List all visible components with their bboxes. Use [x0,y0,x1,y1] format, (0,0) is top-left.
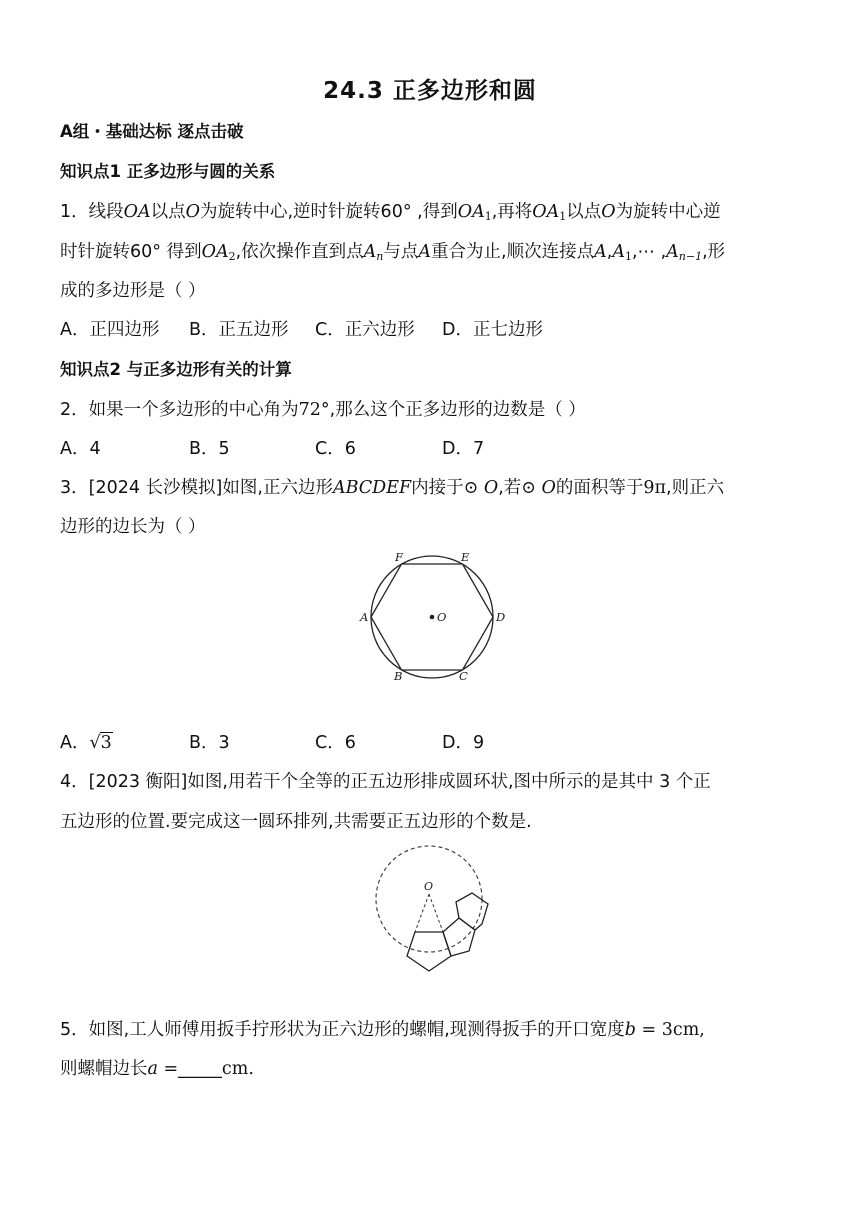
q1-option-d[interactable]: D．正七边形 [442,320,543,340]
q3-option-a[interactable]: A．√3 [60,733,112,753]
knowledge-point-2-heading: 知识点2 与正多边形有关的计算 [60,360,292,379]
q2-option-d[interactable]: D．7 [442,439,485,459]
pentagon-ring-figure [368,838,500,976]
q1-line-2: 时针旋转60° 得到$OA_2$,依次操作直到点$A_n$与点A重合为止,顺次连接点$A,A_1,\cdots$ $,A_{n-1}$,形 [60,242,726,263]
q3-option-d[interactable]: D．9 [442,733,485,753]
answer-blank[interactable]: _____ [178,1059,222,1079]
q1-option-b[interactable]: B．正五边形 [189,320,289,340]
q1-line-3: 成的多边形是（ ） [60,281,206,301]
pentagon-2 [443,918,475,956]
label-f: F [395,550,403,564]
q3-option-b[interactable]: B．3 [189,733,230,753]
label-e: E [461,550,470,564]
q3-line-1: 3．[2024 长沙模拟]如图,正六边形ABCDEF内接于⊙ O,若⊙ O的面积等于9π,则正六 [60,478,725,498]
q1-option-a[interactable]: A．正四边形 [60,320,160,340]
dashed-radius-right [429,894,443,932]
label-d: D [496,610,506,624]
dashed-radius-left [415,894,429,932]
q3-line-2: 边形的边长为（ ） [60,517,206,537]
q5-line-1: 5．如图,工人师傅用扳手拧形状为正六边形的螺帽,现测得扳手的开口宽度b = 3cm, [60,1020,705,1040]
knowledge-point-1-heading: 知识点1 正多边形与圆的关系 [60,162,276,181]
label-o: O [424,880,434,893]
q1-line-1: 1．线段OA以点O为旋转中心,逆时针旋转60° ,得到$OA_1$,再将$OA_1$以点O为旋转中心逆 [60,202,721,223]
q1-option-c[interactable]: C．正六边形 [315,320,415,340]
center-point-o [430,615,435,620]
label-b: B [394,669,403,683]
hexagon-inscribed-circle-figure [358,548,508,684]
group-heading: A组・基础达标 逐点击破 [60,122,244,141]
q2-option-b[interactable]: B．5 [189,439,230,459]
label-o: O [437,610,447,624]
q2-option-c[interactable]: C．6 [315,439,356,459]
q5-line-2: 则螺帽边长a =_____cm. [60,1059,254,1079]
sqrt-symbol: √3 [89,733,112,753]
q4-line-1: 4．[2023 衡阳]如图,用若干个全等的正五边形排成圆环状,图中所示的是其中 3 个正 [60,772,711,792]
q2-option-a[interactable]: A．4 [60,439,101,459]
label-a: A [360,610,369,624]
q3-option-c[interactable]: C．6 [315,733,356,753]
label-c: C [459,669,468,683]
page-title: 24.3 正多边形和圆 [323,78,537,104]
dashed-ring-circle [376,846,482,952]
q4-line-2: 五边形的位置.要完成这一圆环排列,共需要正五边形的个数是. [60,812,532,832]
q2-line-1: 2．如果一个多边形的中心角为72°,那么这个正多边形的边数是（ ） [60,400,586,420]
pentagon-3 [456,893,488,930]
